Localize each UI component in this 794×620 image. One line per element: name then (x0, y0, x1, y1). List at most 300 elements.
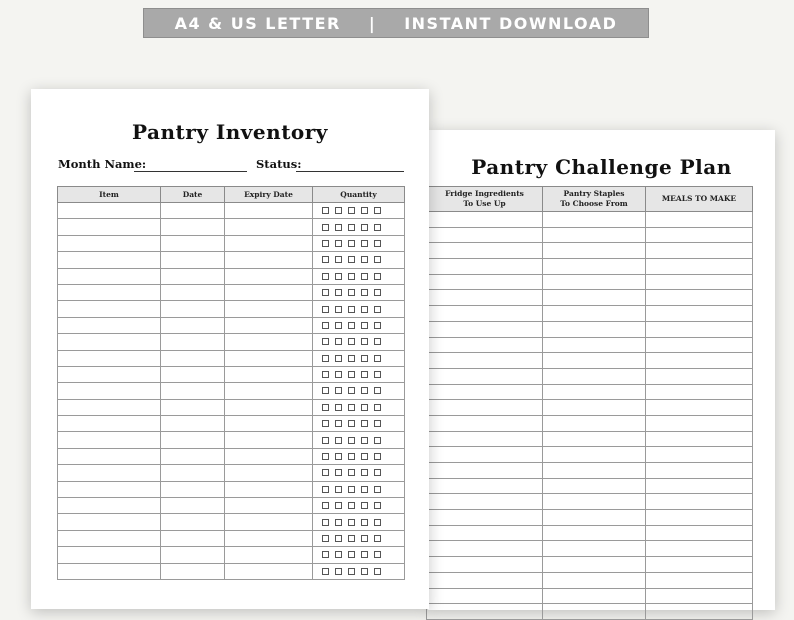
quantity-checkbox[interactable] (361, 437, 368, 444)
date-cell[interactable] (161, 350, 225, 366)
quantity-checkbox[interactable] (374, 224, 381, 231)
expiry-date-cell[interactable] (225, 203, 313, 219)
quantity-checkbox[interactable] (361, 273, 368, 280)
meal-cell[interactable] (646, 463, 753, 479)
quantity-checkbox[interactable] (335, 273, 342, 280)
pantry-staple-cell[interactable] (543, 510, 646, 526)
fridge-ingredient-cell[interactable] (427, 525, 543, 541)
quantity-checkbox[interactable] (361, 535, 368, 542)
quantity-checkbox[interactable] (322, 535, 329, 542)
date-cell[interactable] (161, 252, 225, 268)
expiry-date-cell[interactable] (225, 252, 313, 268)
expiry-date-cell[interactable] (225, 563, 313, 579)
quantity-checkbox[interactable] (335, 519, 342, 526)
item-cell[interactable] (58, 252, 161, 268)
status-field[interactable] (296, 171, 404, 172)
challenge-row (427, 274, 753, 290)
quantity-checkbox[interactable] (322, 256, 329, 263)
fridge-ingredient-cell[interactable] (427, 306, 543, 322)
quantity-checkbox[interactable] (348, 371, 355, 378)
expiry-date-cell[interactable] (225, 268, 313, 284)
quantity-checkbox[interactable] (374, 256, 381, 263)
quantity-checkbox[interactable] (361, 338, 368, 345)
inventory-row (58, 481, 405, 497)
inventory-row (58, 317, 405, 333)
expiry-date-cell[interactable] (225, 317, 313, 333)
quantity-cell (313, 366, 405, 382)
fridge-ingredient-cell[interactable] (427, 243, 543, 259)
quantity-checkbox[interactable] (348, 453, 355, 460)
quantity-checkbox[interactable] (335, 338, 342, 345)
quantity-checkbox[interactable] (322, 371, 329, 378)
meal-cell[interactable] (646, 274, 753, 290)
quantity-checkbox[interactable] (361, 355, 368, 362)
fridge-ingredient-cell[interactable] (427, 290, 543, 306)
expiry-date-cell[interactable] (225, 481, 313, 497)
fridge-ingredient-cell[interactable] (427, 400, 543, 416)
quantity-checkbox[interactable] (322, 338, 329, 345)
quantity-checkbox[interactable] (322, 273, 329, 280)
fridge-ingredient-cell[interactable] (427, 259, 543, 275)
expiry-date-cell[interactable] (225, 530, 313, 546)
quantity-checkbox[interactable] (322, 289, 329, 296)
quantity-checkbox[interactable] (322, 207, 329, 214)
inventory-row (58, 383, 405, 399)
meal-cell[interactable] (646, 306, 753, 322)
quantity-checkbox[interactable] (348, 420, 355, 427)
challenge-row (427, 478, 753, 494)
fridge-ingredient-cell[interactable] (427, 494, 543, 510)
quantity-checkbox[interactable] (361, 240, 368, 247)
expiry-date-cell[interactable] (225, 465, 313, 481)
date-cell[interactable] (161, 481, 225, 497)
date-cell[interactable] (161, 317, 225, 333)
meal-cell[interactable] (646, 243, 753, 259)
item-cell[interactable] (58, 514, 161, 530)
quantity-checkbox[interactable] (348, 273, 355, 280)
date-cell[interactable] (161, 366, 225, 382)
fridge-ingredient-cell[interactable] (427, 415, 543, 431)
inventory-title: Pantry Inventory (132, 120, 328, 144)
meal-cell[interactable] (646, 384, 753, 400)
quantity-checkbox[interactable] (361, 256, 368, 263)
quantity-checkbox[interactable] (374, 469, 381, 476)
challenge-row (427, 447, 753, 463)
quantity-checkbox[interactable] (335, 240, 342, 247)
quantity-checkbox[interactable] (348, 568, 355, 575)
quantity-checkbox[interactable] (335, 502, 342, 509)
meal-cell[interactable] (646, 227, 753, 243)
pantry-staple-cell[interactable] (543, 290, 646, 306)
quantity-checkbox[interactable] (361, 551, 368, 558)
quantity-checkbox[interactable] (374, 371, 381, 378)
quantity-checkbox[interactable] (374, 355, 381, 362)
date-cell[interactable] (161, 235, 225, 251)
quantity-checkbox[interactable] (374, 420, 381, 427)
quantity-checkbox[interactable] (335, 551, 342, 558)
quantity-checkbox[interactable] (335, 355, 342, 362)
meal-cell[interactable] (646, 368, 753, 384)
fridge-ingredient-cell[interactable] (427, 463, 543, 479)
date-cell[interactable] (161, 416, 225, 432)
challenge-row (427, 572, 753, 588)
quantity-checkboxes (313, 355, 404, 362)
meal-cell[interactable] (646, 557, 753, 573)
expiry-date-cell[interactable] (225, 334, 313, 350)
date-cell[interactable] (161, 383, 225, 399)
quantity-checkbox[interactable] (335, 486, 342, 493)
quantity-checkbox[interactable] (322, 519, 329, 526)
quantity-checkbox[interactable] (374, 502, 381, 509)
quantity-checkbox[interactable] (374, 453, 381, 460)
quantity-checkbox[interactable] (335, 387, 342, 394)
date-cell[interactable] (161, 514, 225, 530)
quantity-checkbox[interactable] (322, 240, 329, 247)
date-cell[interactable] (161, 334, 225, 350)
challenge-row (427, 212, 753, 228)
pantry-staple-cell[interactable] (543, 415, 646, 431)
item-cell[interactable] (58, 366, 161, 382)
meal-cell[interactable] (646, 525, 753, 541)
item-cell[interactable] (58, 301, 161, 317)
pantry-staple-cell[interactable] (543, 572, 646, 588)
item-cell[interactable] (58, 203, 161, 219)
quantity-checkboxes (313, 387, 404, 394)
expiry-date-cell[interactable] (225, 498, 313, 514)
fridge-ingredient-cell[interactable] (427, 541, 543, 557)
quantity-checkbox[interactable] (361, 224, 368, 231)
quantity-checkbox[interactable] (335, 256, 342, 263)
quantity-checkbox[interactable] (361, 502, 368, 509)
quantity-checkbox[interactable] (348, 240, 355, 247)
pantry-staple-cell[interactable] (543, 306, 646, 322)
quantity-checkbox[interactable] (374, 568, 381, 575)
pantry-staple-cell[interactable] (543, 227, 646, 243)
inventory-row (58, 498, 405, 514)
quantity-checkbox[interactable] (335, 371, 342, 378)
meal-cell[interactable] (646, 321, 753, 337)
date-cell[interactable] (161, 547, 225, 563)
pantry-staple-cell[interactable] (543, 541, 646, 557)
quantity-checkbox[interactable] (361, 486, 368, 493)
date-cell[interactable] (161, 530, 225, 546)
meal-cell[interactable] (646, 212, 753, 228)
pantry-staple-cell[interactable] (543, 431, 646, 447)
item-cell[interactable] (58, 399, 161, 415)
quantity-checkbox[interactable] (335, 289, 342, 296)
meal-cell[interactable] (646, 415, 753, 431)
expiry-date-cell[interactable] (225, 235, 313, 251)
date-cell[interactable] (161, 448, 225, 464)
fridge-ingredient-cell[interactable] (427, 604, 543, 620)
quantity-checkbox[interactable] (322, 437, 329, 444)
quantity-checkbox[interactable] (348, 551, 355, 558)
col-item: Item (58, 187, 161, 203)
expiry-date-cell[interactable] (225, 514, 313, 530)
challenge-row (427, 525, 753, 541)
fridge-ingredient-cell[interactable] (427, 353, 543, 369)
item-cell[interactable] (58, 383, 161, 399)
quantity-checkbox[interactable] (322, 306, 329, 313)
quantity-checkbox[interactable] (348, 387, 355, 394)
challenge-row (427, 463, 753, 479)
expiry-date-cell[interactable] (225, 547, 313, 563)
quantity-checkbox[interactable] (374, 322, 381, 329)
quantity-checkbox[interactable] (348, 519, 355, 526)
fridge-ingredient-cell[interactable] (427, 227, 543, 243)
quantity-checkbox[interactable] (374, 437, 381, 444)
meal-cell[interactable] (646, 510, 753, 526)
item-cell[interactable] (58, 481, 161, 497)
fridge-ingredient-cell[interactable] (427, 384, 543, 400)
item-cell[interactable] (58, 334, 161, 350)
quantity-checkbox[interactable] (335, 453, 342, 460)
quantity-checkboxes (313, 469, 404, 476)
expiry-date-cell[interactable] (225, 416, 313, 432)
meal-cell[interactable] (646, 400, 753, 416)
pantry-staple-cell[interactable] (543, 337, 646, 353)
meal-cell[interactable] (646, 604, 753, 620)
quantity-checkbox[interactable] (348, 437, 355, 444)
expiry-date-cell[interactable] (225, 399, 313, 415)
fridge-ingredient-cell[interactable] (427, 557, 543, 573)
quantity-checkbox[interactable] (348, 535, 355, 542)
quantity-checkbox[interactable] (348, 502, 355, 509)
quantity-checkbox[interactable] (361, 568, 368, 575)
quantity-checkbox[interactable] (374, 207, 381, 214)
quantity-checkbox[interactable] (322, 502, 329, 509)
quantity-checkbox[interactable] (374, 387, 381, 394)
pantry-staple-cell[interactable] (543, 557, 646, 573)
date-cell[interactable] (161, 563, 225, 579)
quantity-checkbox[interactable] (322, 355, 329, 362)
pantry-staple-cell[interactable] (543, 353, 646, 369)
item-cell[interactable] (58, 416, 161, 432)
fridge-ingredient-cell[interactable] (427, 321, 543, 337)
quantity-checkboxes (313, 224, 404, 231)
quantity-checkbox[interactable] (322, 469, 329, 476)
expiry-date-cell[interactable] (225, 284, 313, 300)
expiry-date-cell[interactable] (225, 448, 313, 464)
quantity-checkboxes (313, 486, 404, 493)
quantity-checkbox[interactable] (361, 306, 368, 313)
meal-cell[interactable] (646, 290, 753, 306)
date-cell[interactable] (161, 219, 225, 235)
quantity-checkbox[interactable] (348, 322, 355, 329)
pantry-staple-cell[interactable] (543, 368, 646, 384)
quantity-checkbox[interactable] (335, 420, 342, 427)
item-cell[interactable] (58, 284, 161, 300)
item-cell[interactable] (58, 530, 161, 546)
quantity-checkbox[interactable] (361, 453, 368, 460)
item-cell[interactable] (58, 563, 161, 579)
meal-cell[interactable] (646, 353, 753, 369)
quantity-checkbox[interactable] (335, 404, 342, 411)
quantity-checkbox[interactable] (361, 322, 368, 329)
meal-cell[interactable] (646, 337, 753, 353)
quantity-checkbox[interactable] (322, 420, 329, 427)
pantry-staple-cell[interactable] (543, 400, 646, 416)
quantity-checkbox[interactable] (348, 404, 355, 411)
pantry-staple-cell[interactable] (543, 494, 646, 510)
challenge-row (427, 321, 753, 337)
pantry-staple-cell[interactable] (543, 525, 646, 541)
meal-cell[interactable] (646, 494, 753, 510)
quantity-checkbox[interactable] (361, 469, 368, 476)
pantry-staple-cell[interactable] (543, 478, 646, 494)
quantity-cell (313, 350, 405, 366)
quantity-checkbox[interactable] (322, 387, 329, 394)
quantity-checkbox[interactable] (322, 551, 329, 558)
pantry-staple-cell[interactable] (543, 259, 646, 275)
item-cell[interactable] (58, 498, 161, 514)
item-cell[interactable] (58, 432, 161, 448)
inventory-row (58, 465, 405, 481)
quantity-checkbox[interactable] (374, 535, 381, 542)
banner-separator: | (368, 13, 377, 33)
date-cell[interactable] (161, 498, 225, 514)
quantity-checkbox[interactable] (374, 519, 381, 526)
quantity-checkboxes (313, 256, 404, 263)
quantity-checkbox[interactable] (361, 371, 368, 378)
quantity-checkbox[interactable] (322, 568, 329, 575)
meal-cell[interactable] (646, 447, 753, 463)
meal-cell[interactable] (646, 572, 753, 588)
pantry-staple-cell[interactable] (543, 274, 646, 290)
quantity-checkbox[interactable] (361, 420, 368, 427)
date-cell[interactable] (161, 432, 225, 448)
item-cell[interactable] (58, 317, 161, 333)
expiry-date-cell[interactable] (225, 366, 313, 382)
quantity-checkbox[interactable] (322, 453, 329, 460)
quantity-checkbox[interactable] (348, 224, 355, 231)
pantry-staple-cell[interactable] (543, 212, 646, 228)
date-cell[interactable] (161, 203, 225, 219)
quantity-checkbox[interactable] (374, 240, 381, 247)
date-cell[interactable] (161, 465, 225, 481)
challenge-row (427, 400, 753, 416)
quantity-checkbox[interactable] (335, 224, 342, 231)
fridge-ingredient-cell[interactable] (427, 368, 543, 384)
fridge-ingredient-cell[interactable] (427, 431, 543, 447)
fridge-ingredient-cell[interactable] (427, 274, 543, 290)
inventory-row (58, 366, 405, 382)
quantity-cell (313, 465, 405, 481)
quantity-checkbox[interactable] (361, 289, 368, 296)
quantity-checkbox[interactable] (348, 469, 355, 476)
quantity-checkbox[interactable] (348, 355, 355, 362)
fridge-ingredient-cell[interactable] (427, 572, 543, 588)
quantity-checkboxes (313, 404, 404, 411)
item-cell[interactable] (58, 448, 161, 464)
quantity-checkbox[interactable] (335, 535, 342, 542)
fridge-ingredient-cell[interactable] (427, 337, 543, 353)
inventory-row (58, 514, 405, 530)
quantity-checkbox[interactable] (374, 289, 381, 296)
quantity-checkbox[interactable] (374, 273, 381, 280)
item-cell[interactable] (58, 547, 161, 563)
quantity-checkbox[interactable] (335, 437, 342, 444)
item-cell[interactable] (58, 219, 161, 235)
meal-cell[interactable] (646, 259, 753, 275)
quantity-checkbox[interactable] (335, 322, 342, 329)
quantity-checkboxes (313, 289, 404, 296)
quantity-checkbox[interactable] (361, 387, 368, 394)
pantry-staple-cell[interactable] (543, 447, 646, 463)
date-cell[interactable] (161, 301, 225, 317)
pantry-staple-cell[interactable] (543, 384, 646, 400)
quantity-checkbox[interactable] (374, 404, 381, 411)
banner-format-text: A4 & US LETTER (174, 13, 341, 33)
date-cell[interactable] (161, 268, 225, 284)
quantity-checkbox[interactable] (361, 207, 368, 214)
date-cell[interactable] (161, 399, 225, 415)
quantity-checkbox[interactable] (335, 469, 342, 476)
quantity-checkbox[interactable] (348, 338, 355, 345)
quantity-checkbox[interactable] (322, 486, 329, 493)
item-cell[interactable] (58, 350, 161, 366)
challenge-row (427, 494, 753, 510)
date-cell[interactable] (161, 284, 225, 300)
quantity-checkbox[interactable] (335, 306, 342, 313)
quantity-checkbox[interactable] (361, 404, 368, 411)
item-cell[interactable] (58, 268, 161, 284)
inventory-row (58, 416, 405, 432)
quantity-checkbox[interactable] (374, 551, 381, 558)
month-name-field[interactable] (134, 171, 247, 172)
meal-cell[interactable] (646, 541, 753, 557)
inventory-row (58, 235, 405, 251)
pantry-staple-cell[interactable] (543, 321, 646, 337)
quantity-checkbox[interactable] (374, 486, 381, 493)
quantity-checkbox[interactable] (374, 306, 381, 313)
quantity-checkbox[interactable] (335, 568, 342, 575)
expiry-date-cell[interactable] (225, 301, 313, 317)
item-cell[interactable] (58, 465, 161, 481)
quantity-checkbox[interactable] (348, 289, 355, 296)
quantity-checkbox[interactable] (348, 486, 355, 493)
fridge-ingredient-cell[interactable] (427, 212, 543, 228)
fridge-ingredient-cell[interactable] (427, 510, 543, 526)
challenge-row (427, 541, 753, 557)
pantry-staple-cell[interactable] (543, 243, 646, 259)
quantity-checkbox[interactable] (322, 404, 329, 411)
quantity-checkbox[interactable] (322, 322, 329, 329)
quantity-cell (313, 399, 405, 415)
quantity-checkbox[interactable] (361, 519, 368, 526)
quantity-checkbox[interactable] (374, 338, 381, 345)
quantity-checkbox[interactable] (348, 256, 355, 263)
quantity-checkbox[interactable] (348, 306, 355, 313)
quantity-checkboxes (313, 338, 404, 345)
item-cell[interactable] (58, 235, 161, 251)
quantity-checkbox[interactable] (348, 207, 355, 214)
pantry-staple-cell[interactable] (543, 604, 646, 620)
quantity-checkbox[interactable] (335, 207, 342, 214)
fridge-ingredient-cell[interactable] (427, 447, 543, 463)
top-banner (143, 8, 649, 38)
expiry-date-cell[interactable] (225, 350, 313, 366)
expiry-date-cell[interactable] (225, 432, 313, 448)
expiry-date-cell[interactable] (225, 383, 313, 399)
col-staples-line-2: To Choose From (560, 199, 628, 208)
expiry-date-cell[interactable] (225, 219, 313, 235)
pantry-staple-cell[interactable] (543, 463, 646, 479)
fridge-ingredient-cell[interactable] (427, 478, 543, 494)
meal-cell[interactable] (646, 478, 753, 494)
meal-cell[interactable] (646, 431, 753, 447)
quantity-checkbox[interactable] (322, 224, 329, 231)
